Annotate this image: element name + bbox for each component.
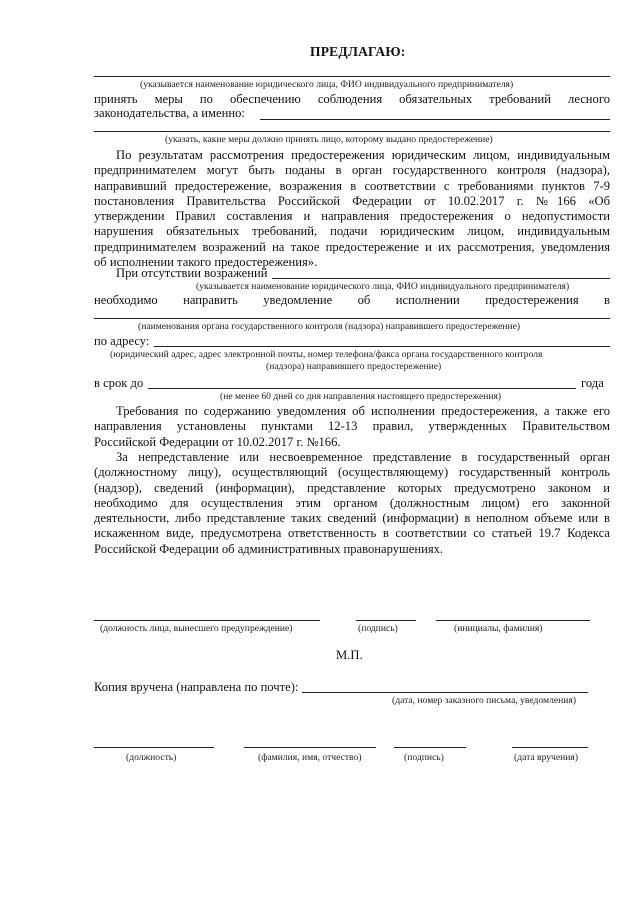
copy-delivered-line[interactable] [302,692,588,693]
no-objection-line[interactable] [272,278,610,279]
deadline-prefix: в срок до [94,376,144,390]
paragraph-line: По результатам рассмотрения предостережения юридическим лицом, индивидуальным [116,148,610,162]
measures-line-extra[interactable] [94,131,610,132]
requirements-paragraph [94,404,610,450]
document-title: ПРЕДЛАГАЮ: [310,44,406,59]
copy-delivered-label: Копия вручена (направлена по почте): [94,680,299,694]
address-caption-1: (юридический адрес, адрес электронной почты, номер телефона/факса органа государственного контроля [110,349,543,360]
paragraph-line: (должностному лицу), осуществляющий (осуществляющему) государственный контроль [94,465,610,480]
recipient-fio-line[interactable] [244,747,376,748]
paragraph-line: деятельности, либо представление таких сведений (информации) в неполном объеме или в [94,511,610,526]
paragraph-line: За непредставление или несвоевременное представление в государственный орган [116,450,610,464]
paragraph-line: предпринимателем могут быть поданы в орган государственного контроля (надзора), [94,163,610,178]
organ-line[interactable] [94,318,610,319]
delivery-date-line[interactable] [512,747,588,748]
signature-line[interactable] [356,620,416,621]
no-objection-label: При отсутствии возражений [116,266,268,280]
organ-caption: (наименования органа государственного контроля (надзора) направившего предостережение) [138,321,521,332]
signature-caption: (подпись) [358,623,398,634]
deadline-line[interactable] [148,388,576,389]
address-caption-2: (надзора) направившего предостережение) [266,361,442,372]
measures-line-1: принять меры по обеспечению соблюдения обязательных требований лесного [94,92,610,106]
paragraph-line: (надзор), сведений (информации), представление которых предусмотрено законом и [94,480,610,495]
initials-line[interactable] [436,620,590,621]
paragraph-line: искаженном виде, предусмотрена ответственность в соответствии со статьей 19.7 Кодекса [94,526,610,541]
copy-delivered-caption: (дата, номер заказного письма, уведомления) [392,695,577,706]
paragraph-line: направивший предостережение, возражения в соответствии с требованиями пунктов 7-9 [94,178,610,193]
address-line[interactable] [154,346,610,347]
paragraph-line: необходимо для осуществления этим органом (должностным лицом) его законной [94,495,610,510]
entity-line[interactable] [94,76,610,77]
paragraph-line: утверждении Правил составления и направления предостережения о недопустимости [94,209,610,224]
recipient-signature-caption: (подпись) [404,752,444,763]
recipient-position-line[interactable] [94,747,214,748]
stamp-label: М.П. [336,648,363,662]
paragraph-line: нарушения обязательных требований, подачи юридическим лицом, индивидуальным [94,224,610,239]
entity-caption: (указывается наименование юридического лица, ФИО индивидуального предпринимателя) [140,79,514,90]
delivery-date-caption: (дата вручения) [514,752,579,763]
liability-paragraph [94,450,610,557]
recipient-signature-line[interactable] [394,747,466,748]
entity-caption-2: (указывается наименование юридического лица, ФИО индивидуального предпринимателя) [196,281,570,292]
position-caption: (должность лица, вынесшего предупреждение) [100,623,293,634]
must-send-line: необходимо направить уведомление об исполнении предостережения в [94,293,610,307]
deadline-suffix: года [581,376,604,390]
objection-paragraph [94,148,610,270]
measures-caption: (указать, какие меры должно принять лицо, которому выдано предостережение) [165,134,493,145]
paragraph-line: направления установлены пунктами 12-13 правил, утвержденных Правительством [94,419,610,434]
measures-line-2: законодательства, а именно: [94,106,245,120]
paragraph-line: Российской Федерации от 10.02.2017 г. №166. [94,434,341,449]
deadline-caption: (не менее 60 дней со дня направления настоящего предостережения) [220,391,502,402]
position-signature-line[interactable] [94,620,320,621]
paragraph-line: постановления Правительства Российской Федерации от 10.02.2017 г. №166 «Об [94,193,610,208]
measures-line[interactable] [260,119,610,120]
recipient-fio-caption: (фамилия, имя, отчество) [258,752,362,763]
address-label: по адресу: [94,334,150,348]
recipient-position-caption: (должность) [126,752,177,763]
initials-caption: (инициалы, фамилия) [454,623,543,634]
paragraph-line: предпринимателем возражений на такое предостережение и их рассмотрения, уведомления [94,239,610,254]
paragraph-line: Российской Федерации об административных правонарушениях. [94,541,444,556]
paragraph-line: Требования по содержанию уведомления об исполнении предостережения, а также его [116,404,610,418]
paragraph-line: об исполнении такого предостережения». [94,255,318,270]
